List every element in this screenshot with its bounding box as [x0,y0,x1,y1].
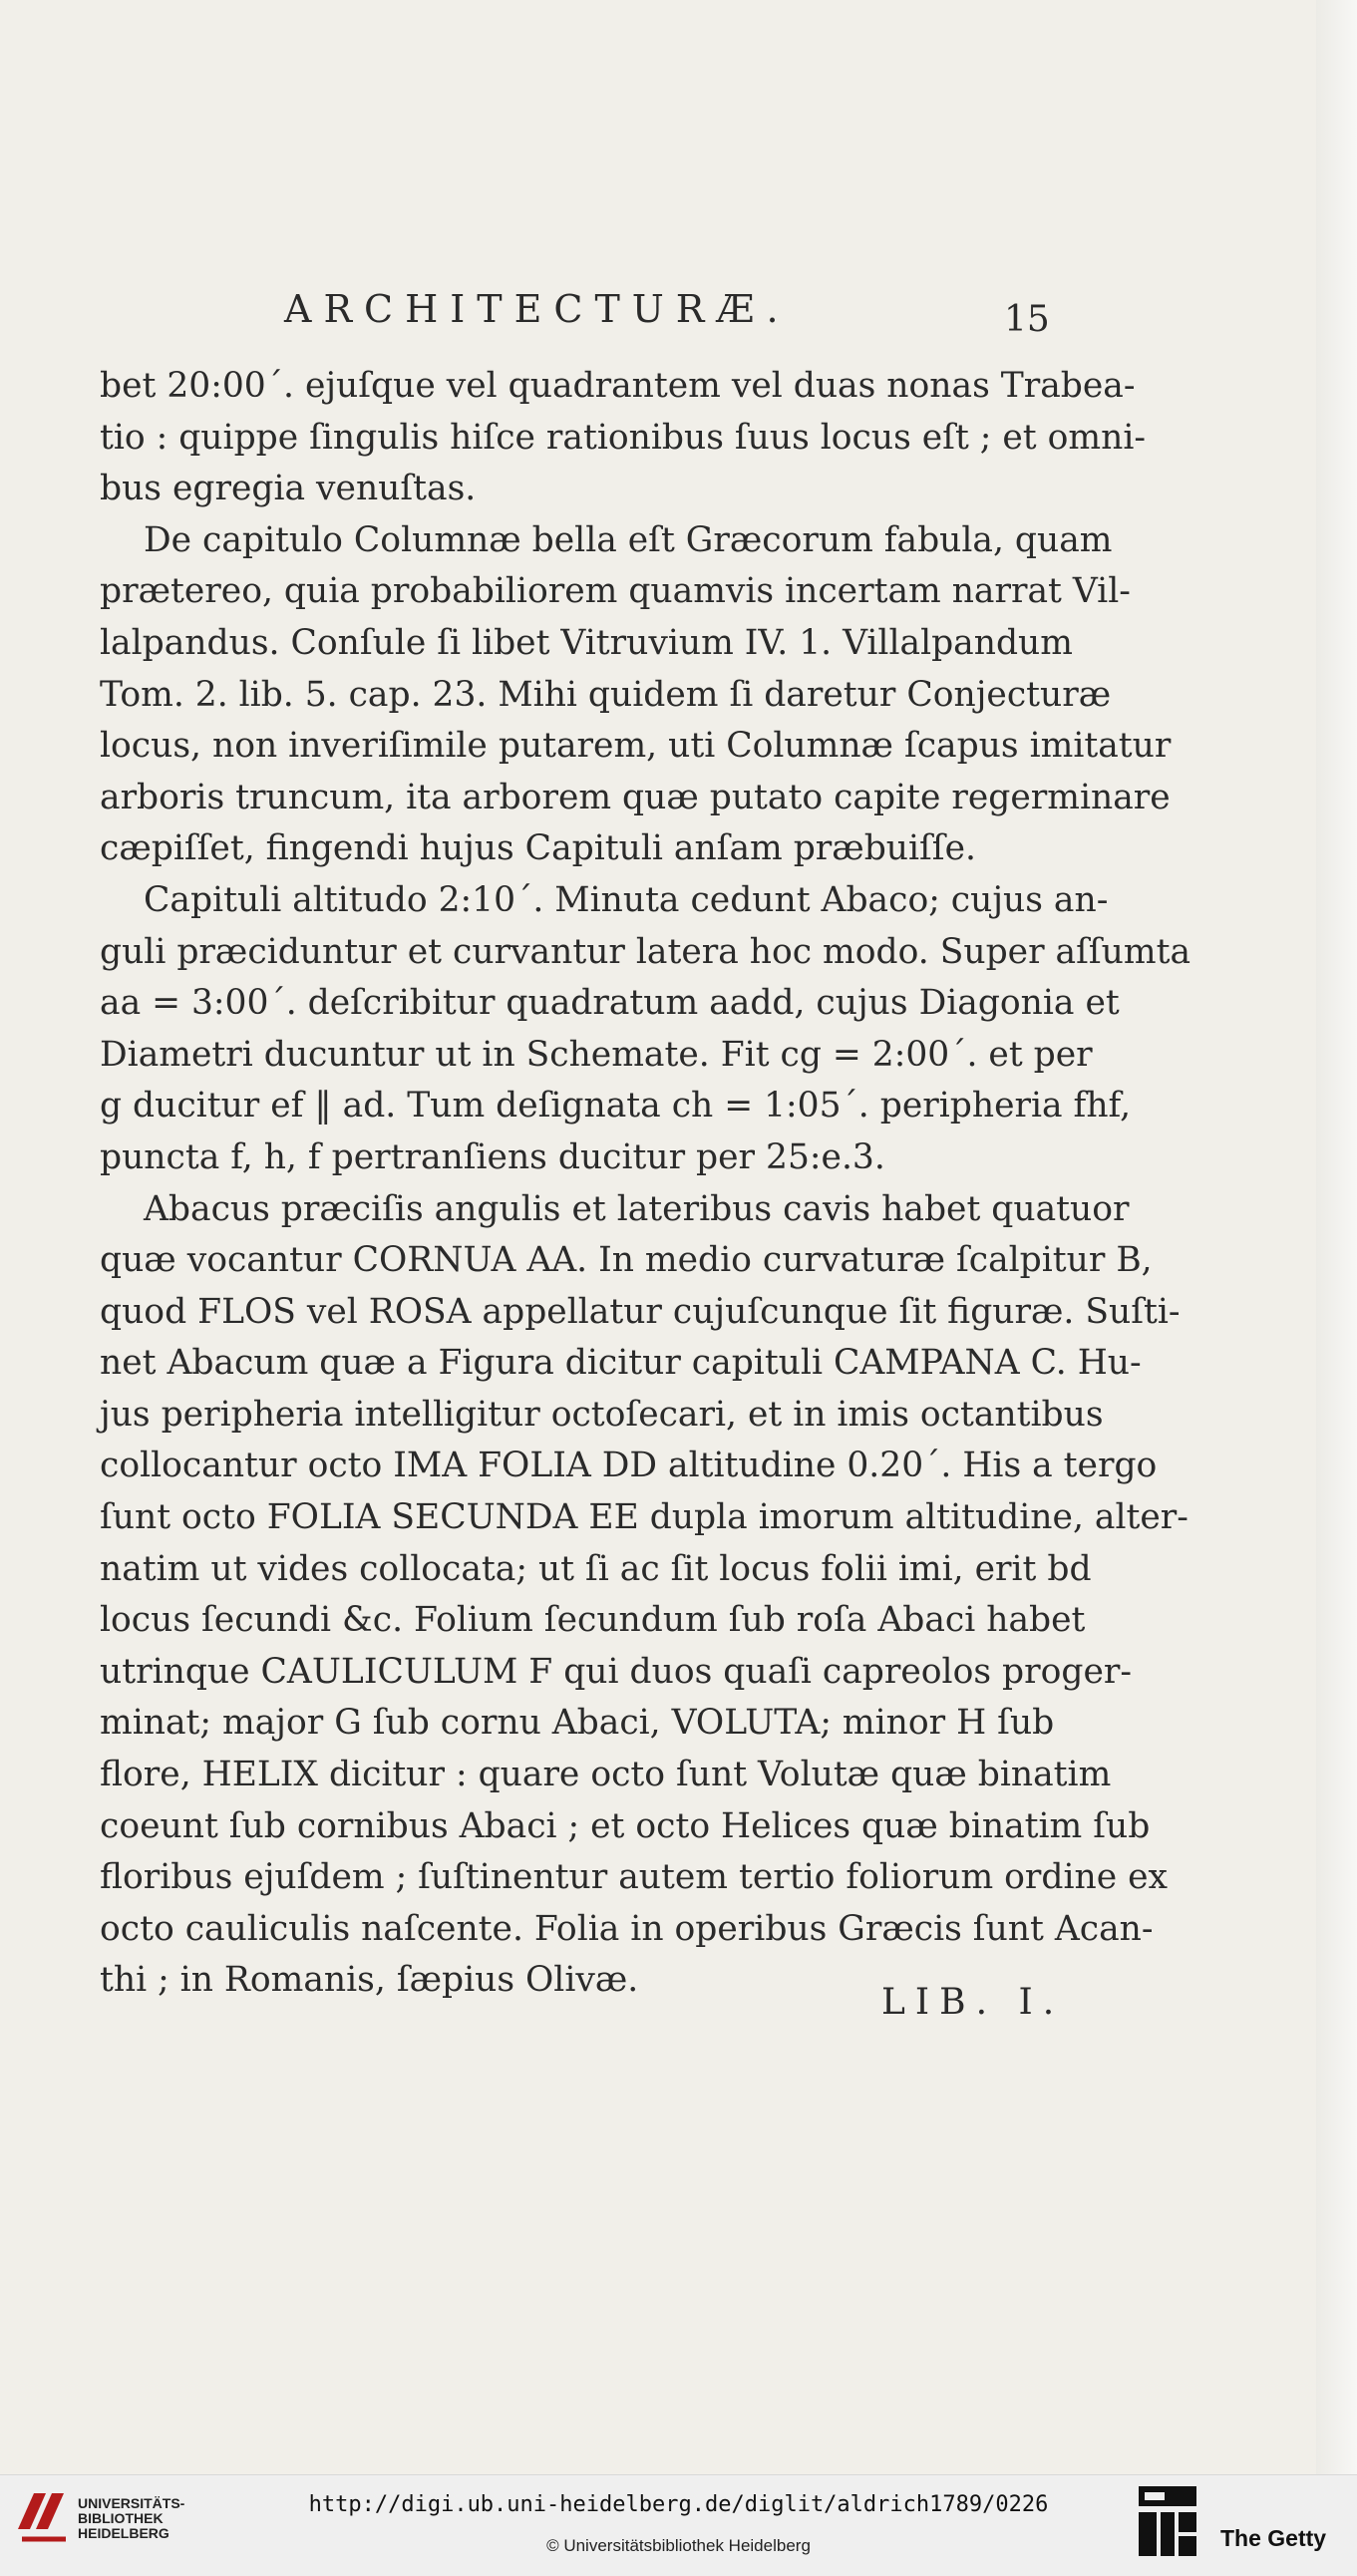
text-line: thi ; in Romanis, ſæpius Olivæ. [100,1960,639,2001]
text-line: prætereo, quia probabiliorem quamvis incertam narrat Vil- [100,571,1131,612]
catchword: LIB. I. [881,1982,1065,2023]
text-line: ſunt octo FOLIA SECUNDA EE dupla imorum altitudine, alter- [100,1497,1188,1538]
text-line: net Abacum quæ a Figura dicitur capituli CAMPANA C. Hu- [100,1343,1142,1384]
text-line: Diametri ducuntur ut in Schemate. Fit cg = 2:00΄. et per [100,1034,1093,1075]
text-line: tio : quippe ſingulis hiſce rationibus ſuus locus eſt ; et omni- [100,417,1147,458]
library-name-line: HEIDELBERG [78,2525,170,2541]
text-line: natim ut vides collocata; ut ſi ac ſit locus folii imi, erit bd [100,1548,1092,1589]
text-line: quod FLOS vel ROSA appellatur cujuſcunque ſit figuræ. Suſti- [100,1291,1181,1332]
text-line: utrinque CAULICULUM F qui duos quaſi capreolos proger- [100,1651,1133,1692]
body-text [100,361,1191,2007]
text-line: Capituli altitudo 2:10΄. Minuta cedunt Abaco; cujus an- [144,879,1109,920]
text-line: collocantur octo IMA FOLIA DD altitudine 0.20΄. His a tergo [100,1446,1158,1486]
text-line: cæpiſſet, fingendi hujus Capituli anſam præbuiſſe. [100,828,976,869]
permalink-url[interactable]: http://digi.ub.uni-heidelberg.de/diglit/aldrich1789/0226 [308,2492,1049,2517]
text-line: guli præciduntur et curvantur latera hoc modo. Super aſſumta [100,931,1191,972]
text-line: bus egregia venuſtas. [100,469,477,509]
text-line: locus, non inveriſimile putarem, uti Columnæ ſcapus imitatur [100,726,1172,767]
text-line: jus peripheria intelligitur octoſecari, et in imis octantibus [100,1394,1104,1435]
text-line: De capitulo Columnæ bella eſt Græcorum fabula, quam [144,519,1113,560]
text-line: bet 20:00΄. ejuſque vel quadrantem vel duas nonas Trabea- [100,366,1136,406]
page-edge [1316,0,1357,2474]
page-number: 15 [1004,299,1050,340]
getty-logo-icon [1137,2484,1198,2560]
text-line: lalpandus. Conſule ſi libet Vitruvium IV. 1. Villalpandum [100,622,1073,663]
text-line: puncta f, h, f pertranſiens ducitur per 25:e.3. [100,1136,885,1177]
text-line: flore, HELIX dicitur : quare octo ſunt Volutæ quæ binatim [100,1755,1112,1795]
running-head: ARCHITECTURÆ. [284,287,791,331]
text-line: arboris truncum, ita arborem quæ putato capite regerminare [100,777,1171,817]
text-line: aa = 3:00΄. deſcribitur quadratum aadd, cujus Diagonia et [100,983,1120,1024]
text-line: quæ vocantur CORNUA AA. In medio curvaturæ ſcalpitur B, [100,1240,1153,1281]
library-name-line: UNIVERSITÄTS- [78,2495,185,2511]
text-line: octo cauliculis naſcente. Folia in operibus Græcis ſunt Acan- [100,1908,1154,1949]
copyright-notice: © Universitätsbibliothek Heidelberg [546,2536,811,2555]
text-line: locus ſecundi &c. Folium ſecundum ſub roſa Abaci habet [100,1600,1086,1641]
text-line: g ducitur ef ‖ ad. Tum deſignata ch = 1:05΄. peripheria fhf, [100,1086,1132,1127]
library-name-line: BIBLIOTHEK [78,2510,164,2526]
text-line: Abacus præciſis angulis et lateribus cavis habet quatuor [144,1188,1130,1229]
getty-name: The Getty [1220,2525,1327,2551]
text-line: floribus ejuſdem ; ſuſtinentur autem tertio foliorum ordine ex [100,1857,1168,1898]
text-line: minat; major G ſub cornu Abaci, VOLUTA; minor H ſub [100,1703,1055,1744]
text-line: coeunt ſub cornibus Abaci ; et octo Helices quæ binatim ſub [100,1805,1151,1846]
text-line: Tom. 2. lib. 5. cap. 23. Mihi quidem ſi daretur Conjecturæ [100,674,1112,715]
